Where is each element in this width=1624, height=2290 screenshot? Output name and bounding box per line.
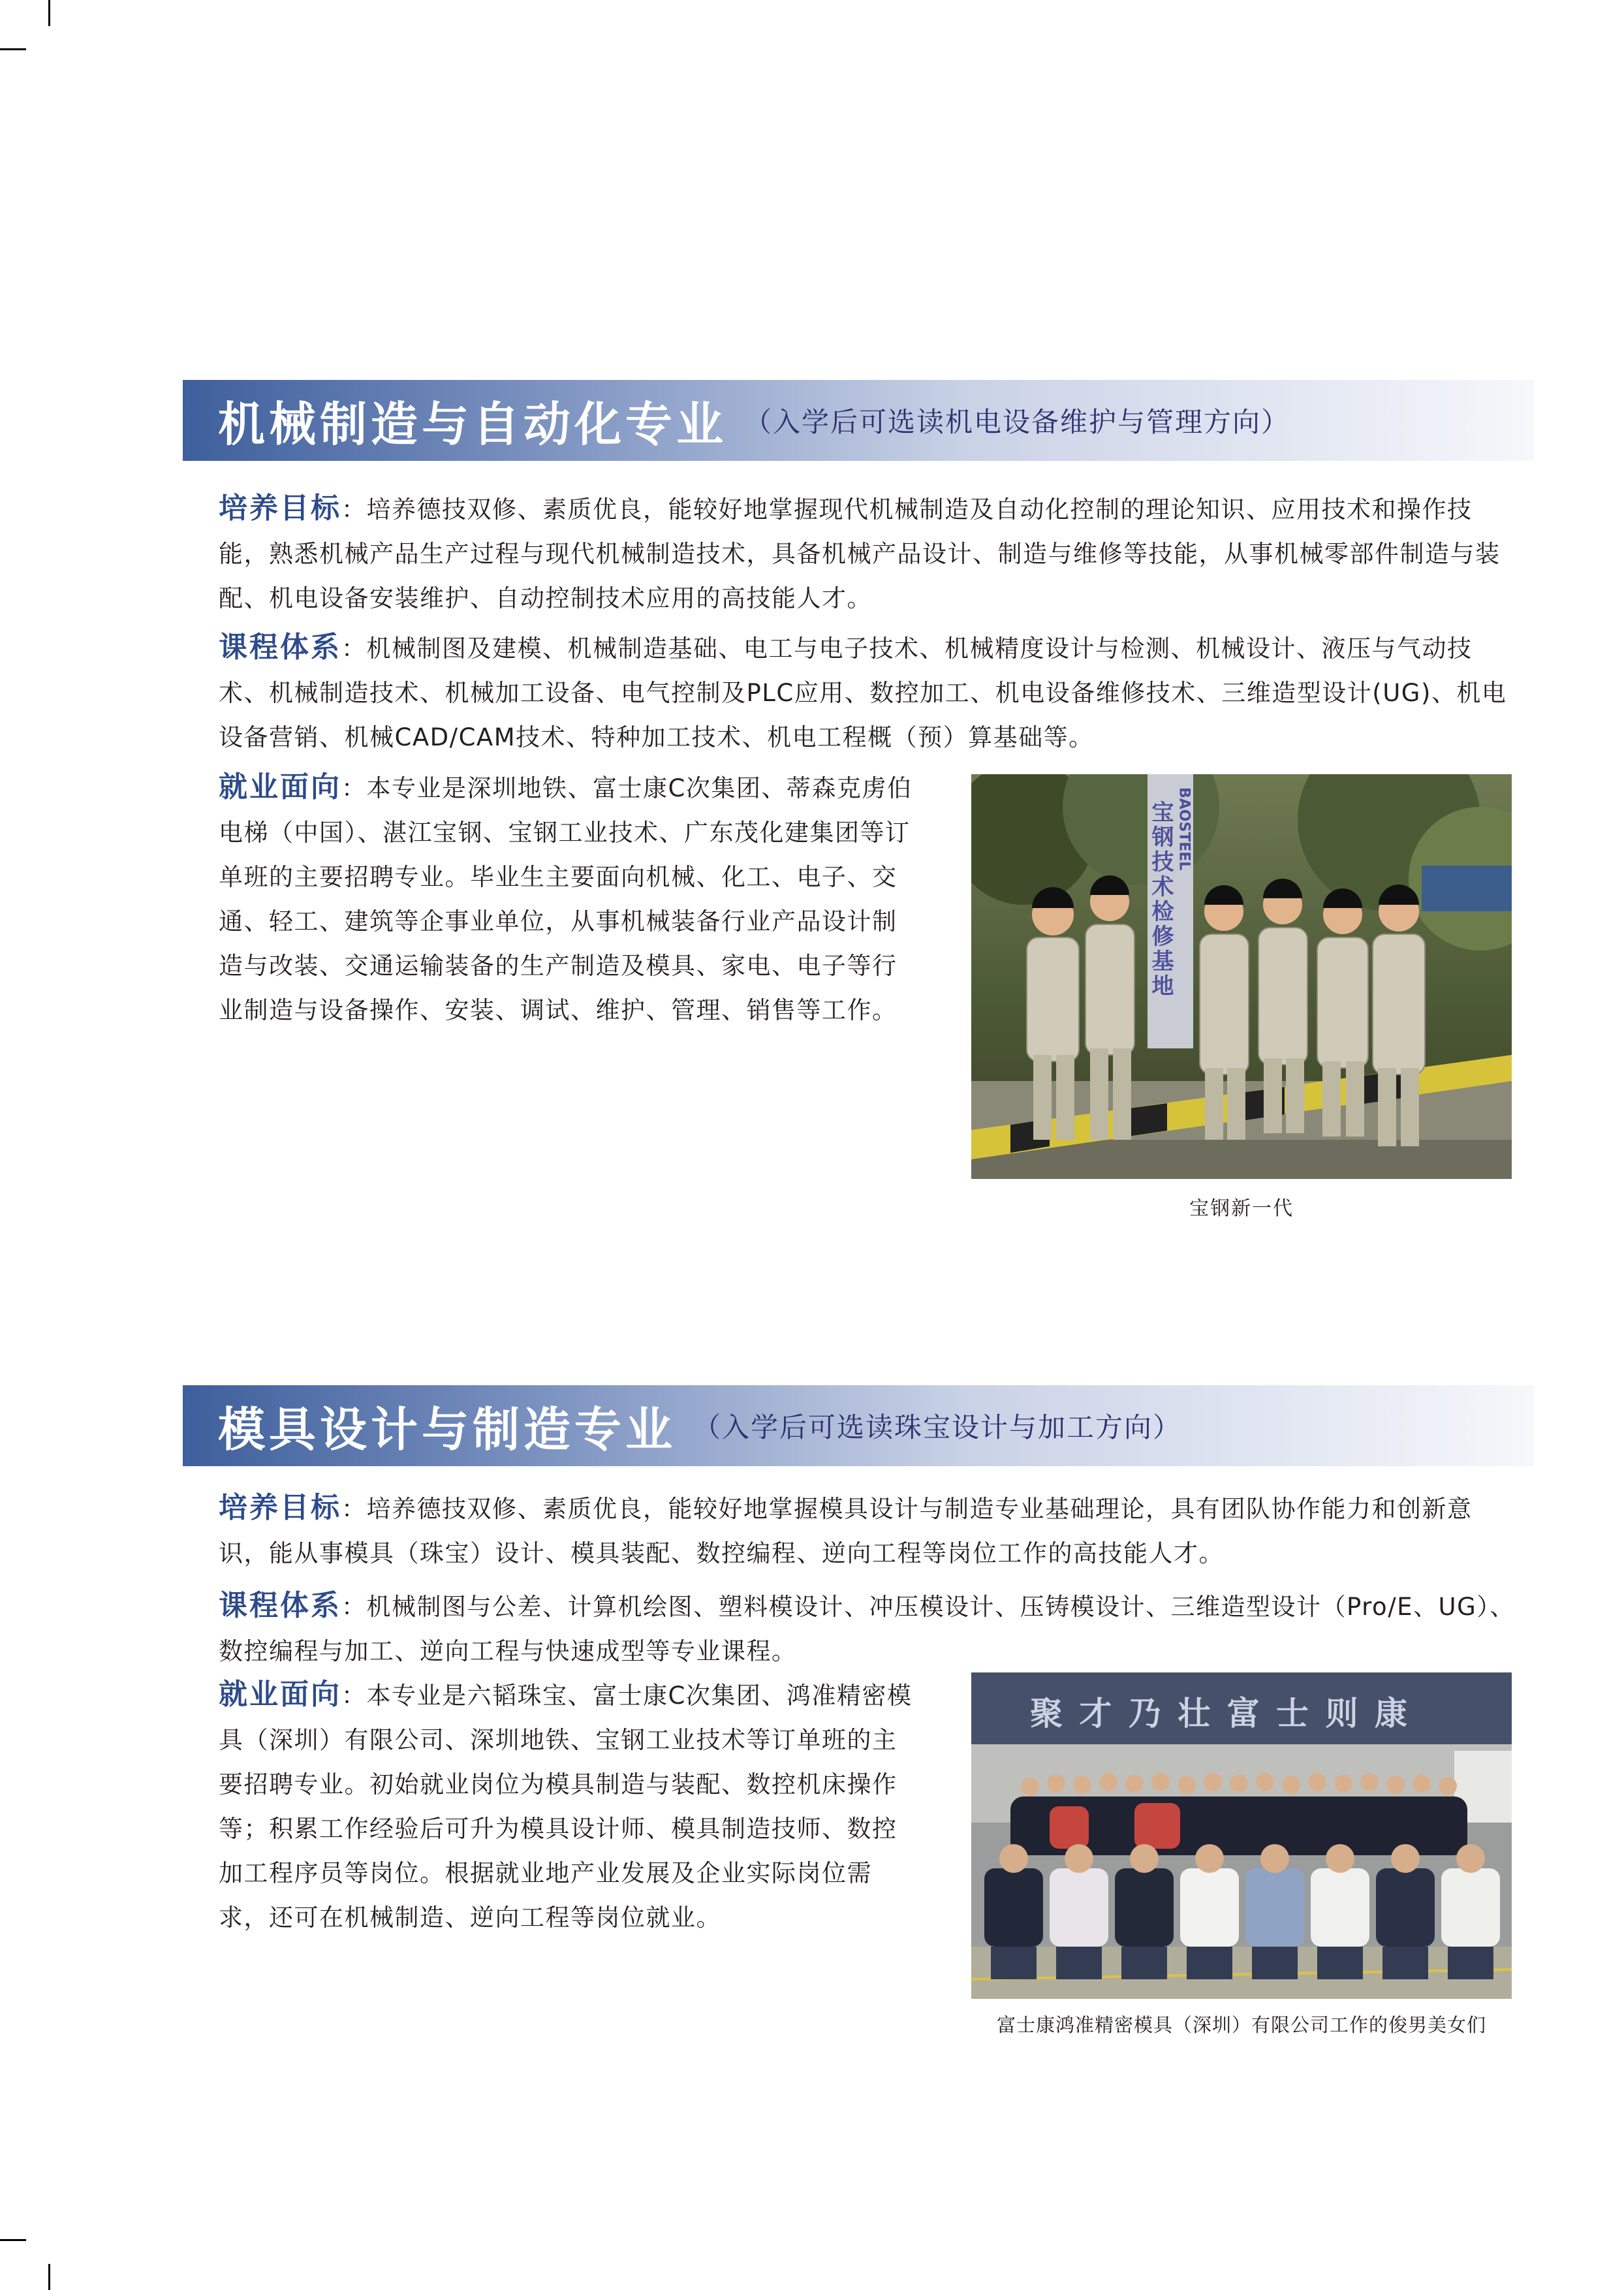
section1-title: 机械制造与自动化专业 (218, 397, 728, 452)
section1-course-paragraph (219, 625, 1518, 760)
section1-goal-label: 培养目标 (219, 492, 341, 525)
crop-mark-top-horizontal (0, 48, 26, 50)
baosteel-group-photo (971, 774, 1512, 1179)
foxconn-group-photo (971, 1672, 1512, 1999)
baosteel-photo-caption: 宝钢新一代 (1189, 1197, 1294, 1220)
section2-course-text: ：机械制图与公差、计算机绘图、塑料模设计、冲压模设计、压铸模设计、三维造型设计（Pro/E、UG）、数控编程与加工、逆向工程与快速成型等专业课程。 (219, 1593, 1515, 1665)
section2-course-paragraph (219, 1584, 1518, 1674)
crop-mark-bottom-vertical (48, 2264, 50, 2290)
foxconn-photo-caption: 富士康鸿准精密模具（深圳）有限公司工作的俊男美女们 (996, 2014, 1486, 2036)
section1-course-text: ：机械制图及建模、机械制造基础、电工与电子技术、机械精度设计与检测、机械设计、液压与气动技术、机械制造技术、机械加工设备、电气控制及PLC应用、数控加工、机电设备维修技术、三维造型设计(UG)、机电设备营销、机械CAD/CAM技术、特种加工技术、机电工程概（预）算基础等。 (219, 635, 1507, 751)
section1-header-bar (183, 380, 1534, 461)
section1-job-label: 就业面向 (219, 770, 341, 804)
section2-course-label: 课程体系 (219, 1589, 341, 1622)
section1-course-label: 课程体系 (219, 631, 341, 664)
section1-subtitle: （入学后可选读机电设备维护与管理方向） (744, 406, 1290, 438)
section2-header-bar (183, 1385, 1534, 1466)
section2-goal-text: ：培养德技双修、素质优良，能较好地掌握模具设计与制造专业基础理论，具有团队协作能力和创新意识，能从事模具（珠宝）设计、模具装配、数控编程、逆向工程等岗位工作的高技能人才。 (219, 1495, 1473, 1567)
section1-job-text: ：本专业是深圳地铁、富士康C次集团、蒂森克虏伯电梯（中国）、湛江宝钢、宝钢工业技术、广东茂化建集团等订单班的主要招聘专业。毕业生主要面向机械、化工、电子、交通、轻工、建筑等企事业单位，从事机械装备行业产品设计制造与改装、交通运输装备的生产制造及模具、家电、电子等行业制造与设备操作、安装、调试、维护、管理、销售等工作。 (219, 774, 913, 1024)
section2-job-text: ：本专业是六韬珠宝、富士康C次集团、鸿准精密模具（深圳）有限公司、深圳地铁、宝钢工业技术等订单班的主要招聘专业。初始就业岗位为模具制造与装配、数控机床操作等；积累工作经验后可升为模具设计师、模具制造技师、数控加工程序员等岗位。根据就业地产业发展及企业实际岗位需求，还可在机械制造、逆向工程等岗位就业。 (219, 1682, 913, 1932)
photo-sign-latin: BAOSTEEL (1176, 787, 1193, 871)
photo-sign-text: 宝钢技术检修基地 (1148, 800, 1174, 999)
section1-goal-paragraph (219, 486, 1518, 621)
crop-mark-bottom-horizontal (0, 2239, 26, 2241)
crop-mark-top-vertical (48, 0, 50, 26)
section2-job-label: 就业面向 (219, 1678, 341, 1711)
photo-banner-text: 聚 才 乃 壮 富 士 则 康 (1030, 1695, 1410, 1733)
section2-goal-label: 培养目标 (219, 1491, 341, 1524)
section1-goal-text: ：培养德技双修、素质优良，能较好地掌握现代机械制造及自动化控制的理论知识、应用技术和操作技能，熟悉机械产品生产过程与现代机械制造技术，具备机械产品设计、制造与维修等技能，从事机械零部件制造与装配、机电设备安装维护、自动控制技术应用的高技能人才。 (219, 495, 1501, 612)
section2-subtitle: （入学后可选读珠宝设计与加工方向） (693, 1411, 1182, 1443)
section2-goal-paragraph (219, 1486, 1518, 1576)
section1-job-paragraph (219, 765, 917, 1033)
section2-job-paragraph (219, 1672, 917, 1940)
section2-title: 模具设计与制造专业 (218, 1402, 677, 1457)
